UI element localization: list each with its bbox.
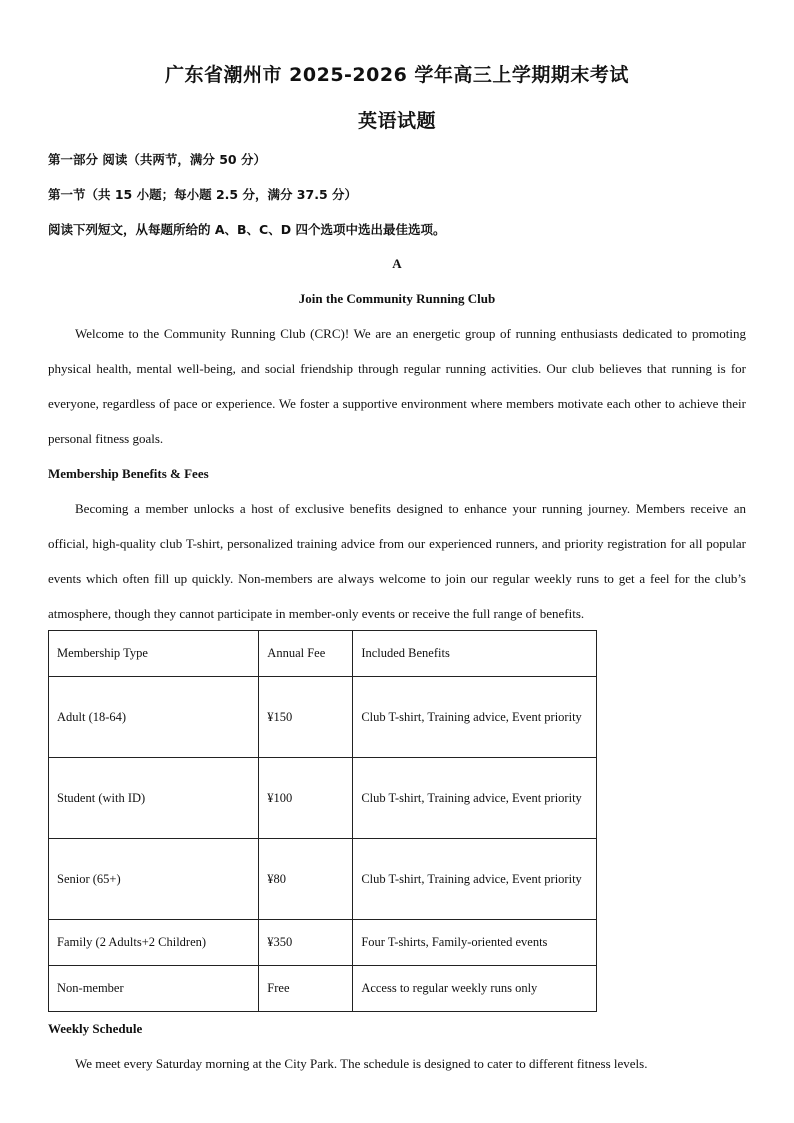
- exam-title: 广东省潮州市 2025-2026 学年高三上学期期末考试: [165, 64, 629, 86]
- intro-paragraph: Welcome to the Community Running Club (CRC)! We are an energetic group of running enthusiasts dedicated to promoting physical health, mental well-being, and social friendship through regular running activities. Our club believes that running is for everyone, regardless of pace or experience. We foster a supportive environment where members motivate each other to achieve their personal fitness goals.: [48, 326, 746, 446]
- schedule-heading: Weekly Schedule: [48, 1021, 143, 1036]
- table-row: [49, 677, 597, 758]
- table-cell: Family (2 Adults+2 Children): [49, 920, 259, 966]
- table-header-cell: Membership Type: [49, 631, 259, 677]
- table-cell: ¥150: [259, 677, 353, 758]
- table-cell: Four T-shirts, Family-oriented events: [353, 920, 597, 966]
- table-cell: ¥350: [259, 920, 353, 966]
- schedule-paragraph: We meet every Saturday morning at the City Park. The schedule is designed to cater to different fitness levels.: [75, 1056, 648, 1071]
- table-row: [49, 839, 597, 920]
- table-header-cell: Included Benefits: [353, 631, 597, 677]
- table-row: [49, 758, 597, 839]
- passage-letter: A: [392, 256, 402, 271]
- table-cell: Non-member: [49, 966, 259, 1012]
- table-cell: Free: [259, 966, 353, 1012]
- table-row: [49, 920, 597, 966]
- table-cell: Club T-shirt, Training advice, Event priority: [353, 839, 597, 920]
- table-header-cell: Annual Fee: [259, 631, 353, 677]
- exam-subject-title: 英语试题: [357, 110, 436, 132]
- table-cell: Student (with ID): [49, 758, 259, 839]
- direction-instruction: 阅读下列短文，从每题所给的 A、B、C、D 四个选项中选出最佳选项。: [48, 222, 446, 237]
- table-cell: Adult (18-64): [49, 677, 259, 758]
- table-header-row: [49, 631, 597, 677]
- table-row: [49, 966, 597, 1012]
- table-cell: Senior (65+): [49, 839, 259, 920]
- table-cell: Club T-shirt, Training advice, Event priority: [353, 677, 597, 758]
- membership-paragraph: Becoming a member unlocks a host of exclusive benefits designed to enhance your running journey. Members receive an official, high-quality club T-shirt, personalized training advice from our experienced runners, and priority registration for all popular events which often fill up quickly. Non-members are always welcome to join our regular weekly runs to get a feel for the club’s atmosphere, though they cannot participate in member-only events or receive the full range of benefits.: [48, 501, 746, 621]
- table-cell: ¥100: [259, 758, 353, 839]
- membership-heading: Membership Benefits & Fees: [48, 466, 209, 481]
- part-instruction: 第一部分 阅读（共两节，满分 50 分）: [48, 152, 266, 167]
- table-cell: Club T-shirt, Training advice, Event priority: [353, 758, 597, 839]
- passage-title: Join the Community Running Club: [298, 291, 496, 306]
- membership-fees-table: [48, 630, 597, 1012]
- section-instruction: 第一节（共 15 小题；每小题 2.5 分，满分 37.5 分）: [48, 187, 357, 202]
- table-cell: Access to regular weekly runs only: [353, 966, 597, 1012]
- table-cell: ¥80: [259, 839, 353, 920]
